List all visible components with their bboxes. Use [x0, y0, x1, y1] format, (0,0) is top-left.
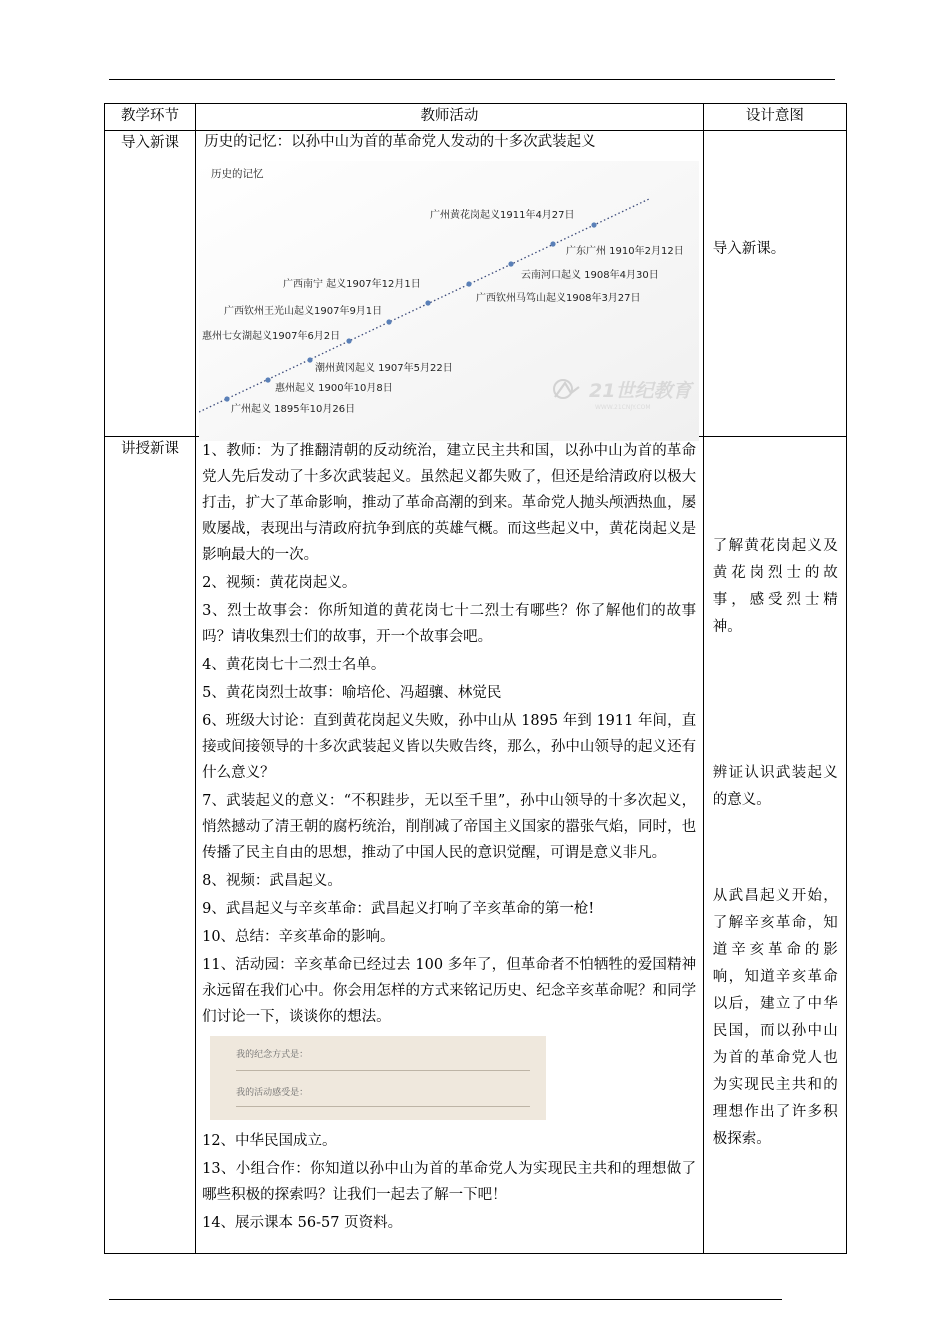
timeline-dot — [347, 338, 352, 343]
watermark-text: 21世纪教育 — [589, 380, 692, 402]
activity-item: 11、活动园：辛亥革命已经过去 100 多年了，但革命者不怕牺牲的爱国精神永远留在我们心中。你会用怎样的方式来铭记历史、纪念辛亥革命呢？和同学们讨论一下，谈谈你的想法。 — [202, 957, 697, 1025]
timeline-dot — [592, 222, 597, 227]
timeline-dot — [225, 396, 230, 401]
timeline-dot — [426, 300, 431, 305]
uprising-timeline-image — [199, 161, 699, 441]
teach-aims-cell — [703, 437, 846, 1254]
intro-aim-text: 导入新课。 — [712, 241, 786, 257]
activity-item: 12、中华民国成立。 — [202, 1133, 337, 1149]
timeline-dot — [551, 241, 556, 246]
timeline-dot — [266, 377, 271, 382]
aim-uprising-significance: 辨证认识武装起义的意义。 — [712, 765, 838, 808]
timeline-event-label: 云南河口起义 1908年4月30日 — [521, 270, 659, 281]
timeline-event-label: 广州黄花岗起义1911年4月27日 — [430, 210, 575, 221]
timeline-event-label: 广东广州 1910年2月12日 — [566, 246, 684, 257]
header-teacher-activity: 教师活动 — [196, 104, 704, 131]
timeline-event-label: 广西南宁 起义1907年12月1日 — [283, 279, 421, 290]
stage-intro: 导入新课 — [105, 131, 196, 437]
activity-item: 6、班级大讨论：直到黄花岗起义失败，孙中山从 1895 年到 1911 年间，直接或间接领导的十多次武装起义皆以失败告终，那么，孙中山领导的起义还有什么意义？ — [202, 713, 697, 781]
activity-item: 4、黄花岗七十二烈士名单。 — [202, 657, 386, 673]
activity-card-rule — [236, 1106, 530, 1107]
aim-xinhai-revolution: 从武昌起义开始，了解辛亥革命，知道辛亥革命的影响，知道辛亥革命以后，建立了中华民国，而以孙中山为首的革命党人也为实现民主共和的理想作出了许多积极探索。 — [712, 888, 838, 1147]
timeline-event-label: 惠州起义 1900年10月8日 — [275, 383, 393, 394]
timeline-dot — [509, 261, 514, 266]
table-row-teach — [105, 437, 847, 1254]
activity-item: 10、总结：辛亥革命的影响。 — [202, 929, 395, 945]
timeline-event-label: 广西钦州马笃山起义1908年3月27日 — [476, 293, 641, 304]
timeline-dot — [308, 357, 313, 362]
header-stage: 教学环节 — [105, 104, 196, 131]
activity-item: 9、武昌起义与辛亥革命：武昌起义打响了辛亥革命的第一枪! — [202, 901, 595, 917]
timeline-event-label: 潮州黄冈起义 1907年5月22日 — [315, 363, 453, 374]
timeline-dot — [467, 281, 472, 286]
teach-activity-list — [202, 438, 696, 1236]
teach-activity-cell — [196, 437, 704, 1254]
header-rule — [109, 79, 835, 80]
activity-card-rule — [236, 1070, 530, 1071]
activity-card-image — [210, 1036, 546, 1120]
watermark-subtext: WWW.21CNJY.COM — [595, 404, 651, 411]
activity-item: 8、视频：武昌起义。 — [202, 873, 342, 889]
activity-item: 7、武装起义的意义：“不积跬步，无以至千里”，孙中山领导的十多次起义，悄然撼动了清王朝的腐朽统治，削削减了帝国主义国家的嚣张气焰，同时，也传播了民主自由的思想，推动了中国人民的意识觉醒，可谓是意义非凡。 — [202, 793, 697, 861]
stage-teach: 讲授新课 — [105, 437, 196, 1254]
table-header-row — [105, 104, 847, 131]
footer-rule — [109, 1299, 782, 1300]
intro-activity-cell — [196, 131, 704, 437]
activity-card-line1: 我的纪念方式是： — [236, 1050, 309, 1060]
timeline-event-label: 广州起义 1895年10月26日 — [231, 404, 356, 415]
activity-item: 3、烈士故事会：你所知道的黄花岗七十二烈士有哪些？你了解他们的故事吗？请收集烈士们的故事，开一个故事会吧。 — [202, 603, 697, 645]
table-row-intro — [105, 131, 847, 437]
header-design-intent: 设计意图 — [703, 104, 846, 131]
activity-item: 14、展示课本 56-57 页资料。 — [202, 1215, 403, 1231]
lesson-plan-table — [104, 103, 847, 1254]
intro-aim-cell — [703, 131, 846, 437]
aim-huanghuagang: 了解黄花岗起义及黄花岗烈士的故事，感受烈士精神。 — [712, 538, 838, 635]
activity-item: 5、黄花岗烈士故事：喻培伦、冯超骧、林觉民 — [202, 685, 502, 701]
timeline-caption: 历史的记忆 — [211, 168, 264, 180]
timeline-dot — [387, 319, 392, 324]
activity-item: 13、小组合作：你知道以孙中山为首的革命党人为实现民主共和的理想做了哪些积极的探索吗？让我们一起去了解一下吧！ — [202, 1161, 697, 1203]
timeline-event-label: 广西钦州王光山起义1907年9月1日 — [224, 306, 383, 317]
intro-title: 历史的记忆：以孙中山为首的革命党人发动的十多次武装起义 — [204, 134, 596, 150]
activity-item: 2、视频：黄花岗起义。 — [202, 575, 357, 591]
activity-item: 1、教师：为了推翻清朝的反动统治，建立民主共和国，以孙中山为首的革命党人先后发动了十多次武装起义。虽然起义都失败了，但还是给清政府以极大打击，扩大了革命影响，推动了革命高潮的到来。革命党人抛头颅洒热血，屡败屡战，表现出与清政府抗争到底的英雄气概。而这些起义中，黄花岗起义是影响最大的一次。 — [202, 443, 697, 563]
activity-card-line2: 我的活动感受是： — [236, 1088, 309, 1098]
timeline-event-label: 惠州七女湖起义1907年6月2日 — [202, 331, 341, 342]
